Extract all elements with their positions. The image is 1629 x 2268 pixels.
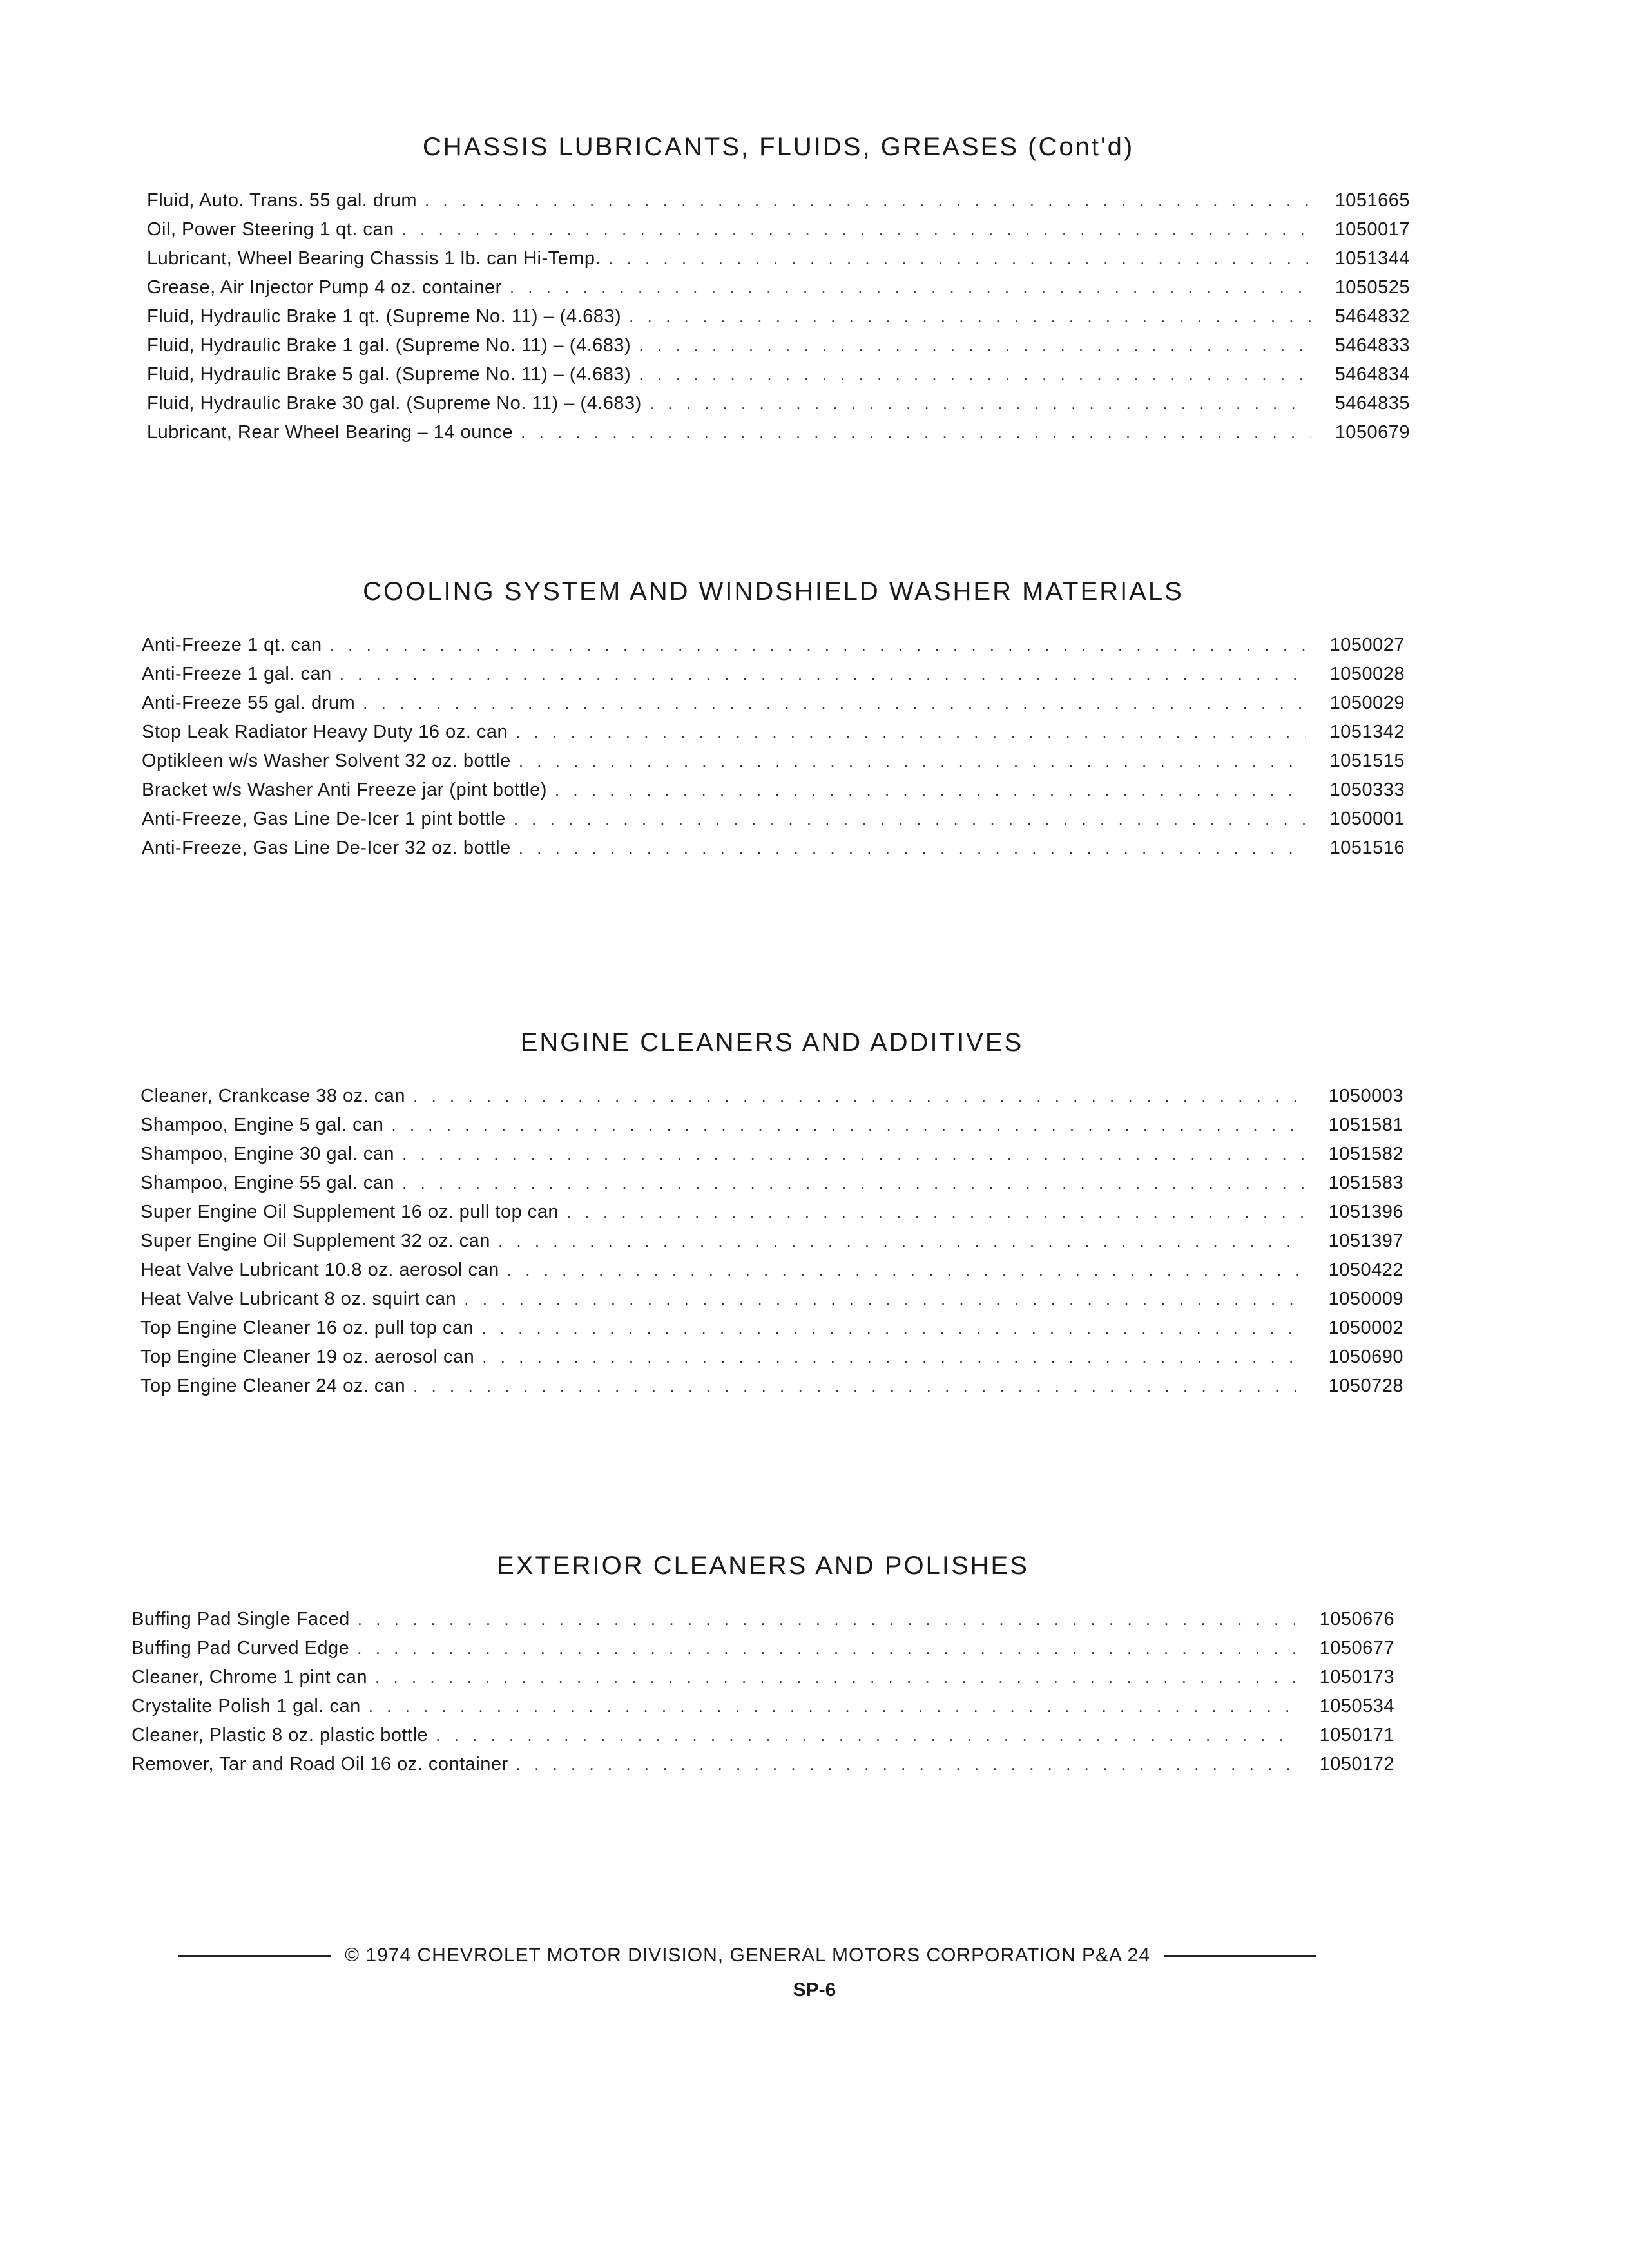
dot-leader — [330, 635, 1306, 655]
dot-leader — [639, 365, 1311, 385]
dot-leader — [521, 423, 1311, 443]
list-item — [142, 780, 1405, 809]
list-item — [131, 1667, 1394, 1696]
dot-leader — [375, 1667, 1295, 1687]
item-description: Cleaner, Plastic 8 oz. plastic bottle — [131, 1725, 429, 1745]
item-description: Anti-Freeze 55 gal. drum — [142, 693, 356, 713]
part-number: 1050679 — [1335, 422, 1410, 443]
dot-leader — [555, 780, 1306, 800]
item-description: Anti-Freeze 1 gal. can — [142, 664, 332, 684]
list-item — [147, 277, 1410, 306]
item-description: Anti-Freeze, Gas Line De-Icer 32 oz. bottle — [142, 838, 511, 858]
item-description: Lubricant, Wheel Bearing Chassis 1 lb. can Hi-Temp. — [147, 248, 601, 269]
list-item — [147, 335, 1410, 364]
item-description: Stop Leak Radiator Heavy Duty 16 oz. can — [142, 722, 508, 742]
item-description: Shampoo, Engine 30 gal. can — [140, 1144, 394, 1164]
dot-leader — [566, 1202, 1304, 1222]
list-item — [147, 393, 1410, 422]
item-description: Anti-Freeze, Gas Line De-Icer 1 pint bottle — [142, 809, 506, 829]
dot-leader — [519, 838, 1306, 858]
dot-leader — [436, 1725, 1295, 1745]
footer-rule-left — [178, 1955, 331, 1957]
item-description: Optikleen w/s Washer Solvent 32 oz. bottle — [142, 751, 511, 771]
dot-leader — [464, 1289, 1304, 1309]
list-item — [140, 1115, 1403, 1144]
dot-leader — [425, 191, 1311, 211]
dot-leader — [510, 278, 1311, 298]
item-description: Top Engine Cleaner 16 oz. pull top can — [140, 1318, 474, 1338]
list-item — [142, 751, 1405, 780]
list-item — [147, 219, 1410, 248]
item-description: Cleaner, Chrome 1 pint can — [131, 1667, 368, 1687]
part-number: 1051516 — [1329, 838, 1405, 858]
list-item — [147, 306, 1410, 335]
dot-leader — [639, 336, 1311, 356]
list-item — [142, 809, 1405, 838]
dot-leader — [507, 1260, 1304, 1280]
list-item — [142, 693, 1405, 722]
item-description: Buffing Pad Curved Edge — [131, 1638, 350, 1658]
list-item — [147, 364, 1410, 393]
list-item — [147, 422, 1410, 451]
footer — [129, 1945, 1366, 1966]
dot-leader — [413, 1086, 1304, 1106]
item-description: Top Engine Cleaner 19 oz. aerosol can — [140, 1347, 475, 1367]
part-number: 1050173 — [1319, 1667, 1394, 1687]
part-number: 1050333 — [1329, 780, 1405, 800]
part-number: 1051515 — [1329, 751, 1405, 771]
item-description: Fluid, Auto. Trans. 55 gal. drum — [147, 190, 417, 211]
dot-leader — [358, 1610, 1295, 1629]
list-item — [140, 1173, 1403, 1202]
section-title: ENGINE CLEANERS AND ADDITIVES — [520, 1028, 1024, 1057]
part-number: 1050028 — [1329, 664, 1405, 684]
dot-leader — [413, 1376, 1304, 1396]
part-number: 1050422 — [1328, 1260, 1403, 1280]
item-description: Shampoo, Engine 5 gal. can — [140, 1115, 384, 1135]
part-number: 1050001 — [1329, 809, 1405, 829]
part-number: 1051581 — [1328, 1115, 1403, 1135]
item-description: Oil, Power Steering 1 qt. can — [147, 219, 394, 240]
footer-rule-right — [1164, 1955, 1316, 1957]
part-number: 1050002 — [1328, 1318, 1403, 1338]
section-title: COOLING SYSTEM AND WINDSHIELD WASHER MATERIALS — [363, 577, 1184, 606]
part-number: 1051665 — [1335, 190, 1410, 211]
part-number: 1050027 — [1329, 635, 1405, 655]
page-number: SP-6 — [793, 1979, 836, 2001]
item-description: Anti-Freeze 1 qt. can — [142, 635, 322, 655]
part-number: 1050677 — [1319, 1638, 1394, 1658]
dot-leader — [629, 307, 1311, 327]
parts-list — [142, 635, 1405, 867]
list-item — [142, 664, 1405, 693]
part-number: 1050009 — [1328, 1289, 1403, 1309]
dot-leader — [608, 249, 1311, 269]
item-description: Heat Valve Lubricant 10.8 oz. aerosol can — [140, 1260, 499, 1280]
part-number: 1051342 — [1329, 722, 1405, 742]
part-number: 1050728 — [1328, 1376, 1403, 1396]
part-number: 1050003 — [1328, 1086, 1403, 1106]
item-description: Fluid, Hydraulic Brake 5 gal. (Supreme No. 11) – (4.683) — [147, 364, 631, 385]
item-description: Fluid, Hydraulic Brake 1 gal. (Supreme No. 11) – (4.683) — [147, 335, 631, 356]
list-item — [140, 1376, 1403, 1405]
part-number: 5464835 — [1335, 393, 1410, 414]
part-number: 1050017 — [1335, 219, 1410, 240]
part-number: 1050676 — [1319, 1609, 1394, 1629]
section-cooling-system — [142, 577, 1405, 867]
dot-leader — [363, 693, 1306, 713]
item-description: Cleaner, Crankcase 38 oz. can — [140, 1086, 406, 1106]
item-description: Bracket w/s Washer Anti Freeze jar (pint bottle) — [142, 780, 547, 800]
list-item — [140, 1347, 1403, 1376]
item-description: Heat Valve Lubricant 8 oz. squirt can — [140, 1289, 457, 1309]
part-number: 1050172 — [1319, 1754, 1394, 1774]
item-description: Crystalite Polish 1 gal. can — [131, 1696, 361, 1716]
list-item — [140, 1318, 1403, 1347]
dot-leader — [402, 220, 1311, 240]
list-item — [140, 1086, 1403, 1115]
list-item — [140, 1260, 1403, 1289]
part-number: 1051397 — [1328, 1231, 1403, 1251]
parts-list — [140, 1086, 1403, 1405]
list-item — [140, 1231, 1403, 1260]
item-description: Remover, Tar and Road Oil 16 oz. container — [131, 1754, 508, 1774]
parts-list — [131, 1609, 1394, 1783]
dot-leader — [391, 1115, 1304, 1135]
list-item — [140, 1202, 1403, 1231]
part-number: 1050171 — [1319, 1725, 1394, 1745]
part-number: 1051583 — [1328, 1173, 1403, 1193]
list-item — [140, 1289, 1403, 1318]
section-title: EXTERIOR CLEANERS AND POLISHES — [497, 1552, 1029, 1580]
part-number: 1050690 — [1328, 1347, 1403, 1367]
part-number: 1051582 — [1328, 1144, 1403, 1164]
list-item — [142, 722, 1405, 751]
list-item — [142, 635, 1405, 664]
part-number: 1050029 — [1329, 693, 1405, 713]
list-item — [131, 1609, 1394, 1638]
list-item — [147, 190, 1410, 219]
dot-leader — [516, 1754, 1295, 1774]
item-description: Buffing Pad Single Faced — [131, 1609, 350, 1629]
part-number: 5464832 — [1335, 306, 1410, 327]
dot-leader — [519, 751, 1306, 771]
dot-leader — [514, 809, 1306, 829]
list-item — [131, 1638, 1394, 1667]
section-engine-cleaners — [140, 1028, 1403, 1405]
list-item — [147, 248, 1410, 277]
section-exterior-cleaners — [131, 1552, 1394, 1783]
part-number: 5464834 — [1335, 364, 1410, 385]
dot-leader — [340, 664, 1306, 684]
dot-leader — [482, 1347, 1304, 1367]
dot-leader — [357, 1639, 1295, 1658]
list-item — [131, 1754, 1394, 1783]
item-description: Super Engine Oil Supplement 16 oz. pull top can — [140, 1202, 559, 1222]
section-chassis-lubricants — [147, 133, 1410, 451]
copyright-notice: © 1974 CHEVROLET MOTOR DIVISION, GENERAL MOTORS CORPORATION P&A 24 — [344, 1945, 1151, 1966]
parts-list — [147, 190, 1410, 451]
dot-leader — [516, 722, 1306, 742]
item-description: Super Engine Oil Supplement 32 oz. can — [140, 1231, 490, 1251]
part-number: 1051344 — [1335, 248, 1410, 269]
item-description: Fluid, Hydraulic Brake 30 gal. (Supreme No. 11) – (4.683) — [147, 393, 642, 414]
item-description: Fluid, Hydraulic Brake 1 qt. (Supreme No. 11) – (4.683) — [147, 306, 622, 327]
item-description: Lubricant, Rear Wheel Bearing – 14 ounce — [147, 422, 514, 443]
part-number: 5464833 — [1335, 335, 1410, 356]
item-description: Shampoo, Engine 55 gal. can — [140, 1173, 394, 1193]
dot-leader — [369, 1696, 1295, 1716]
list-item — [131, 1696, 1394, 1725]
part-number: 1050534 — [1319, 1696, 1394, 1716]
item-description: Grease, Air Injector Pump 4 oz. container — [147, 277, 502, 298]
list-item — [140, 1144, 1403, 1173]
list-item — [142, 838, 1405, 867]
dot-leader — [498, 1231, 1304, 1251]
dot-leader — [481, 1318, 1304, 1338]
dot-leader — [650, 394, 1311, 414]
item-description: Top Engine Cleaner 24 oz. can — [140, 1376, 406, 1396]
part-number: 1050525 — [1335, 277, 1410, 298]
part-number: 1051396 — [1328, 1202, 1403, 1222]
section-title: CHASSIS LUBRICANTS, FLUIDS, GREASES (Cont'd) — [422, 133, 1135, 161]
dot-leader — [402, 1144, 1304, 1164]
list-item — [131, 1725, 1394, 1754]
dot-leader — [402, 1173, 1304, 1193]
